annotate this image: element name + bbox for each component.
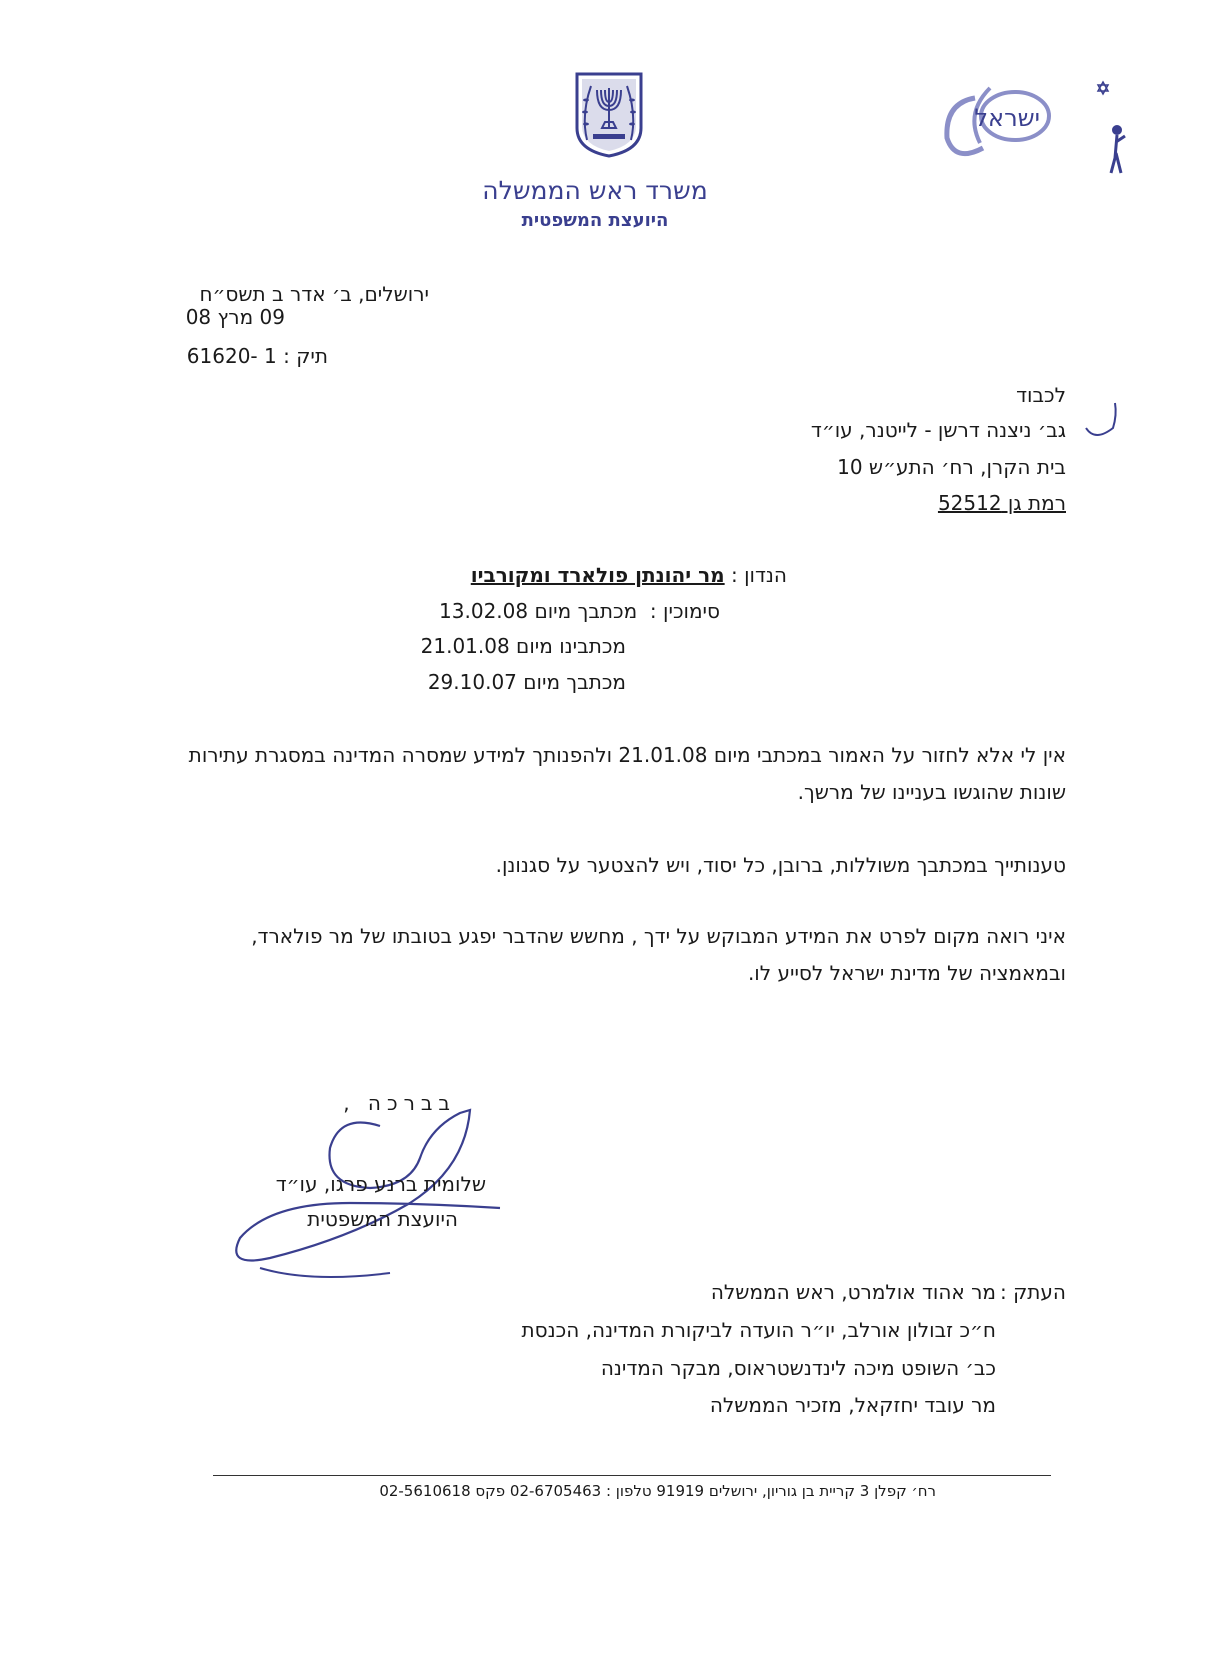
reference-item: מכתבך מיום 29.10.07 [427, 670, 626, 694]
addressee-street: בית הקרן, רח׳ התע״ש 10 [837, 455, 1066, 479]
body-paragraph-2: טענותייך במכתבך משוללות, ברובן, כל יסוד, ויש להצטער על סגנונן. [495, 853, 1066, 877]
subject-line [471, 563, 787, 587]
gregorian-date: 09 מרץ 08 [185, 305, 285, 329]
reference-item: מכתבך מיום 13.02.08 [439, 599, 638, 623]
closing-greeting: בברכה , [343, 1091, 456, 1115]
file-label: תיק : [283, 344, 328, 368]
state-emblem-icon [571, 70, 647, 158]
copy-recipient: מר עובד יחזקאל, מזכיר הממשלה [709, 1393, 996, 1417]
signer-name: שלומית ברנע פרגו, עו״ד [275, 1172, 486, 1196]
signer-title: היועצת המשפטית [307, 1207, 458, 1231]
israel-60-logo-icon [935, 58, 1135, 178]
handwritten-check-icon [1083, 400, 1119, 440]
references-line [439, 599, 720, 623]
copy-recipient: מר אהוד אולמרט, ראש הממשלה [710, 1280, 996, 1304]
addressee-salutation: לכבוד [1016, 383, 1066, 407]
footer-address: רח׳ קפלן 3 קריית בן גוריון, ירושלים 91919 טלפון : 02-6705463 פקס 02-5610618 [379, 1482, 936, 1500]
file-reference [187, 344, 328, 368]
copies-label: העתק : [999, 1280, 1066, 1304]
body-paragraph-1: אין לי אלא לחזור על האמור במכתבי מיום 21.01.08 ולהפנותך למידע שמסרה המדינה במסגרת עתירות שונות שהוגשו בעניינו של מרשך. [188, 743, 1066, 804]
addressee-name: גב׳ ניצנה דרשן - לייטנר, עו״ד [810, 418, 1066, 442]
ministry-name: משרד ראש הממשלה [482, 176, 708, 205]
reference-item: מכתבינו מיום 21.01.08 [420, 634, 626, 658]
subject-value: מר יהונתן פולארד ומקורביו [470, 563, 725, 587]
footer-divider [213, 1475, 1051, 1476]
copy-recipient: כב׳ השופט מיכה לינדנשטראוס, מבקר המדינה [600, 1356, 996, 1380]
department-name: היועצת המשפטית [521, 210, 669, 231]
israel-60-logo-text: ישראל [974, 104, 1040, 132]
subject-label: הנדון : [731, 563, 787, 587]
file-number: 1 -61620 [186, 344, 277, 368]
references-label: סימוכין : [649, 599, 720, 623]
addressee-city: רמת גן 52512 [937, 491, 1066, 515]
hebrew-date: ירושלים, ב׳ אדר ב תשס״ח [199, 282, 429, 306]
copy-recipient: ח״כ זבולון אורלב, יו״ר הועדה לביקורת המדינה, הכנסת [521, 1318, 996, 1342]
body-paragraph-3: איני רואה מקום לפרט את המידע המבוקש על ידך , מחשש שהדבר יפגע בטובתו של מר פולארד, ובמאמציה של מדינת ישראל לסייע לו. [251, 924, 1066, 985]
